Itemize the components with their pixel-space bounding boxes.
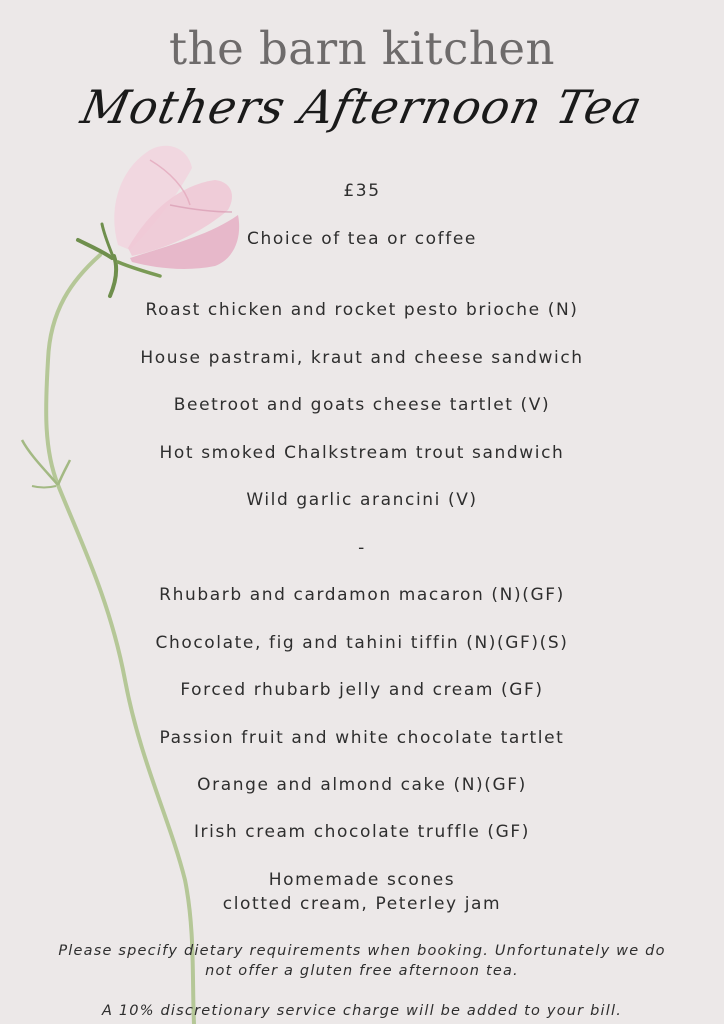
flower-sepal [118, 262, 160, 276]
flower-petal [170, 205, 232, 212]
menu-item: Passion fruit and white chocolate tartlet [159, 728, 565, 748]
flower-leaf [58, 460, 70, 485]
section-separator: - [358, 538, 366, 558]
menu-item: Orange and almond cake (N)(GF) [197, 775, 527, 795]
menu-item: Forced rhubarb jelly and cream (GF) [180, 680, 544, 700]
drinks-line: Choice of tea or coffee [247, 229, 477, 249]
scones-title: Homemade scones [268, 870, 456, 890]
menu-item: Hot smoked Chalkstream trout sandwich [159, 443, 565, 463]
scones-detail: clotted cream, Peterley jam [222, 894, 502, 914]
menu-item: Rhubarb and cardamon macaron (N)(GF) [159, 585, 565, 605]
price: £35 [343, 181, 381, 201]
flower-leaf [32, 486, 56, 488]
menu-item: Chocolate, fig and tahini tiffin (N)(GF)(S) [155, 633, 569, 653]
brand-name: the barn kitchen [169, 22, 555, 75]
menu-title: Mothers Afternoon Tea [76, 80, 648, 134]
menu-item: Wild garlic arancini (V) [246, 490, 478, 510]
dietary-note-line2: not offer a gluten free afternoon tea. [205, 963, 519, 979]
dietary-note-line1: Please specify dietary requirements when booking. Unfortunately we do [58, 943, 666, 959]
menu-item: Roast chicken and rocket pesto brioche (N) [145, 300, 579, 320]
menu-item: Beetroot and goats cheese tartlet (V) [173, 395, 551, 415]
service-charge-note: A 10% discretionary service charge will be added to your bill. [101, 1003, 623, 1019]
flower-sepal [110, 256, 116, 296]
menu-item: House pastrami, kraut and cheese sandwich [140, 348, 584, 368]
menu-item: Irish cream chocolate truffle (GF) [193, 822, 531, 842]
